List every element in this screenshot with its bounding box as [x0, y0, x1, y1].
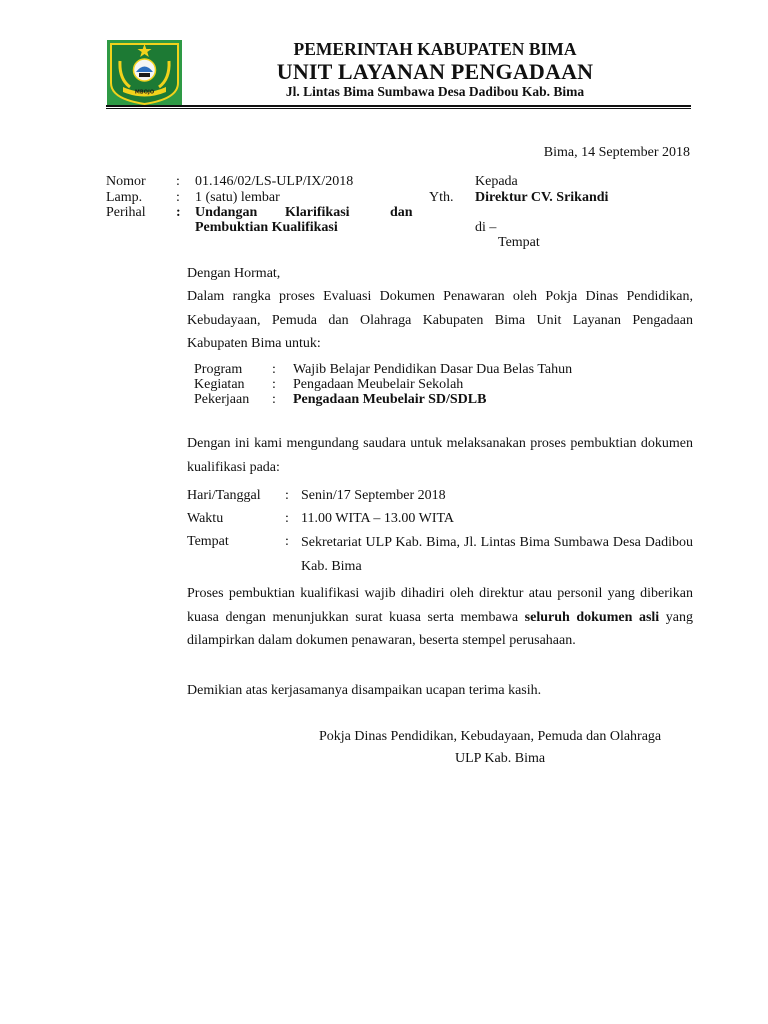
letterhead-address: Jl. Lintas Bima Sumbawa Desa Dadibou Kab. Bima	[285, 84, 585, 99]
kegiatan-colon: :	[272, 377, 276, 392]
waktu-colon: :	[285, 511, 289, 526]
program-colon: :	[272, 362, 276, 377]
regency-logo	[106, 39, 183, 107]
svg-text:MBOJO: MBOJO	[134, 89, 155, 96]
tempat-label: Tempat	[187, 534, 229, 549]
pekerjaan-value: Pengadaan Meubelair SD/SDLB	[293, 392, 487, 407]
nomor-label: Nomor	[106, 174, 146, 189]
tempat-value: Sekretariat ULP Kab. Bima, Jl. Lintas Bima Sumbawa Desa Dadibou Kab. Bima	[301, 535, 693, 574]
lamp-label: Lamp.	[106, 190, 143, 205]
letterhead-unit: UNIT LAYANAN PENGADAAN	[276, 59, 594, 84]
process-text-bold: seluruh dokumen asli	[524, 609, 660, 625]
perihal-colon: :	[176, 205, 181, 220]
hari-value: Senin/17 September 2018	[301, 488, 446, 503]
hari-colon: :	[285, 488, 289, 503]
perihal-word-2: Klarifikasi	[285, 205, 350, 220]
recipient-yth: Yth.	[429, 190, 454, 205]
waktu-label: Waktu	[187, 511, 224, 526]
kegiatan-label: Kegiatan	[194, 377, 245, 392]
letterhead-rule-thin	[106, 108, 691, 109]
pekerjaan-colon: :	[272, 392, 276, 407]
kegiatan-value: Pengadaan Meubelair Sekolah	[293, 377, 464, 392]
process-text-a: Proses pembuktian kualifikasi wajib dihadiri oleh direktur atau personil yang diberikan kuasa dengan menunjukkan surat kuasa serta membawa	[187, 586, 693, 625]
signature-line-1: Pokja Dinas Pendidikan, Kebudayaan, Pemuda dan Olahraga	[319, 729, 662, 744]
nomor-colon: :	[176, 174, 180, 189]
tempat-colon: :	[285, 534, 289, 549]
nomor-value: 01.146/02/LS-ULP/IX/2018	[195, 174, 354, 189]
recipient-kepada: Kepada	[475, 174, 518, 189]
invite-paragraph: Dengan ini kami mengundang saudara untuk melaksanakan proses pembuktian dokumen kualifikasi pada:	[187, 436, 693, 475]
program-value: Wajib Belajar Pendidikan Dasar Dua Belas Tahun	[293, 362, 573, 377]
salutation: Dengan Hormat,	[187, 266, 281, 281]
lamp-colon: :	[176, 190, 180, 205]
perihal-label: Perihal	[106, 205, 146, 220]
hari-label: Hari/Tanggal	[187, 488, 261, 503]
letter-date: Bima, 14 September 2018	[543, 145, 690, 160]
pekerjaan-label: Pekerjaan	[194, 392, 250, 407]
program-label: Program	[194, 362, 243, 377]
perihal-line-2: Pembuktian Kualifikasi	[195, 220, 338, 235]
lamp-value: 1 (satu) lembar	[195, 190, 280, 205]
letterhead-government: PEMERINTAH KABUPATEN BIMA	[293, 39, 577, 59]
recipient-name: Direktur CV. Srikandi	[475, 190, 609, 205]
process-text-b: yang dilampirkan dalam dokumen penawaran, beserta stempel perusahaan.	[187, 609, 694, 648]
signature-line-2: ULP Kab. Bima	[455, 751, 546, 766]
process-paragraph	[187, 582, 693, 653]
waktu-value: 11.00 WITA – 13.00 WITA	[301, 511, 455, 526]
recipient-tempat: Tempat	[498, 235, 540, 250]
perihal-word-3: dan	[390, 205, 413, 220]
letterhead-rule	[106, 105, 691, 107]
closing-sentence: Demikian atas kerjasamanya disampaikan ucapan terima kasih.	[187, 683, 542, 698]
intro-paragraph: Dalam rangka proses Evaluasi Dokumen Penawaran oleh Pokja Dinas Pendidikan, Kebudayaan, Pemuda dan Olahraga Kabupaten Bima Unit Layanan Pengadaan Kabupaten Bima untuk:	[187, 289, 693, 351]
recipient-di: di –	[475, 220, 497, 235]
perihal-word-1: Undangan	[195, 205, 258, 220]
